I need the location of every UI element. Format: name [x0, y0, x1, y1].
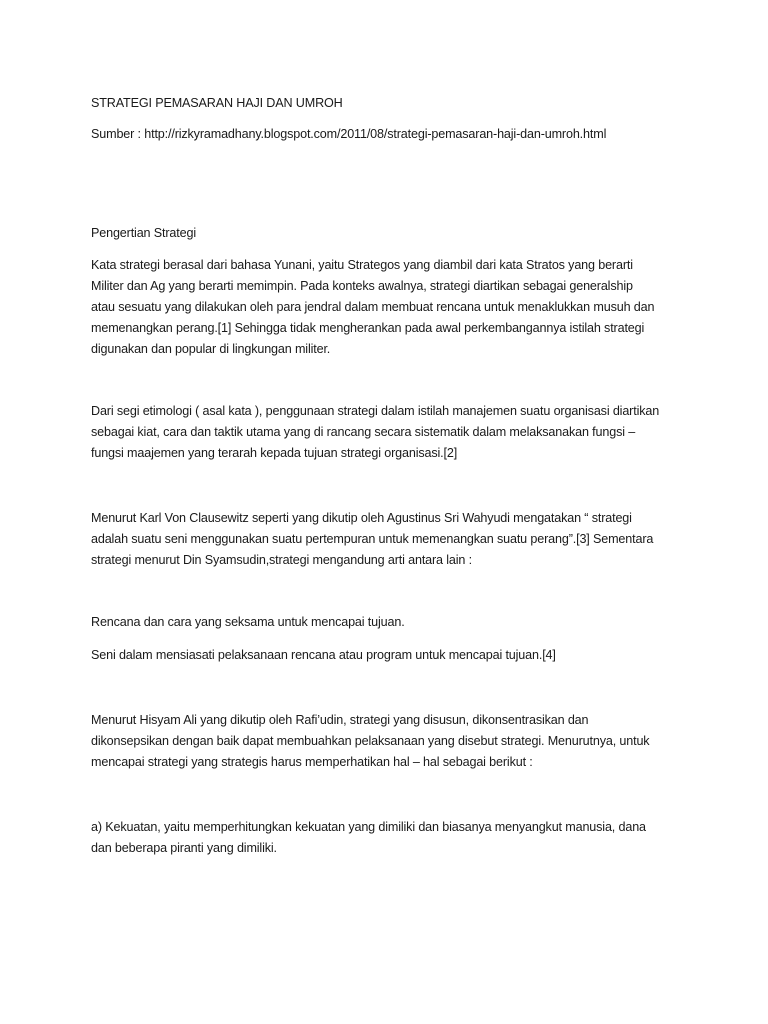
title-line: STRATEGI PEMASARAN HAJI DAN UMROH [91, 96, 343, 110]
document-title [91, 93, 691, 114]
paragraph-line: fungsi maajemen yang terarah kepada tujuan strategi organisasi.[2] [91, 446, 458, 460]
paragraph-line: atau sesuatu yang dilakukan oleh para jendral dalam membuat rencana untuk menaklukkan musuh dan [91, 300, 655, 314]
paragraph-line: dikonsepsikan dengan baik dapat membuahkan pelaksanaan yang disebut strategi. Menurutnya, untuk [91, 734, 650, 748]
paragraph-line: Rencana dan cara yang seksama untuk mencapai tujuan. [91, 615, 405, 629]
paragraph-line: mencapai strategi yang strategis harus memperhatikan hal – hal sebagai berikut : [91, 755, 533, 769]
paragraph-line: memenangkan perang.[1] Sehingga tidak mengherankan pada awal perkembangannya istilah strategi [91, 321, 645, 335]
section-heading [91, 223, 691, 244]
paragraph-line: a) Kekuatan, yaitu memperhitungkan kekuatan yang dimiliki dan biasanya menyangkut manusia, dana [91, 820, 646, 834]
paragraph-6 [91, 710, 691, 773]
paragraph-line: Kata strategi berasal dari bahasa Yunani, yaitu Strategos yang diambil dari kata Stratos yang berarti [91, 258, 633, 272]
paragraph-line: dan beberapa piranti yang dimiliki. [91, 841, 277, 855]
paragraph-3 [91, 508, 691, 571]
heading-text: Pengertian Strategi [91, 226, 196, 240]
paragraph-line: Militer dan Ag yang berarti memimpin. Pada konteks awalnya, strategi diartikan sebagai generalship [91, 279, 633, 293]
paragraph-line: adalah suatu seni menggunakan suatu pertempuran untuk memenangkan suatu perang”.[3] Sementara [91, 532, 654, 546]
paragraph-line: digunakan dan popular di lingkungan militer. [91, 342, 331, 356]
paragraph-line: Seni dalam mensiasati pelaksanaan rencana atau program untuk mencapai tujuan.[4] [91, 648, 556, 662]
paragraph-5 [91, 645, 691, 666]
paragraph-1 [91, 255, 691, 360]
source-text: Sumber : http://rizkyramadhany.blogspot.com/2011/08/strategi-pemasaran-haji-dan-umroh.html [91, 127, 607, 141]
paragraph-7 [91, 817, 691, 859]
source-line [91, 124, 691, 145]
paragraph-line: Menurut Hisyam Ali yang dikutip oleh Rafi’udin, strategi yang disusun, dikonsentrasikan dan [91, 713, 589, 727]
paragraph-line: strategi menurut Din Syamsudin,strategi mengandung arti antara lain : [91, 553, 472, 567]
paragraph-line: Menurut Karl Von Clausewitz seperti yang dikutip oleh Agustinus Sri Wahyudi mengatakan “ strategi [91, 511, 632, 525]
paragraph-4 [91, 612, 691, 633]
paragraph-2 [91, 401, 691, 464]
paragraph-line: Dari segi etimologi ( asal kata ), penggunaan strategi dalam istilah manajemen suatu organisasi diartikan [91, 404, 660, 418]
paragraph-line: sebagai kiat, cara dan taktik utama yang di rancang secara sistematik dalam melaksanakan fungsi – [91, 425, 636, 439]
